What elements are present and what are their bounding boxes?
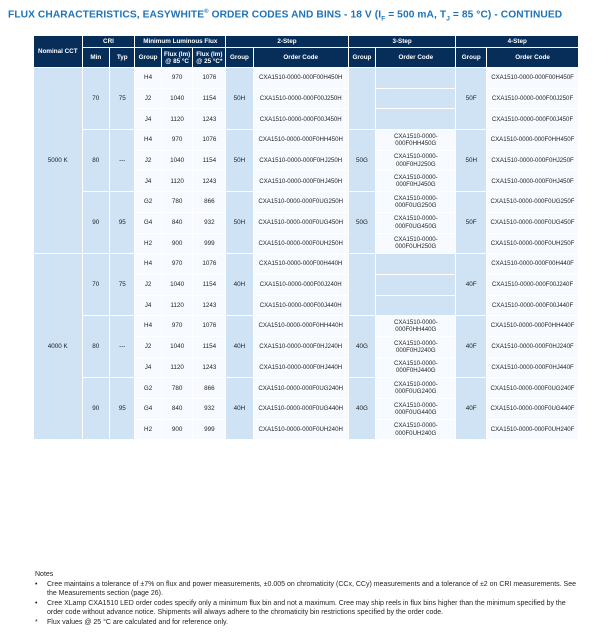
order-code-4step-cell: CXA1510-0000-000F00H450F: [487, 68, 579, 89]
header-cri-typ: Typ: [110, 48, 135, 68]
flux-25-cell: 999: [193, 419, 226, 440]
order-code-4step-cell: CXA1510-0000-000F00J240F: [487, 274, 579, 295]
group-2step-cell: 40H: [226, 254, 253, 316]
flux-85-cell: 1120: [161, 109, 193, 130]
flux-group-cell: H4: [135, 316, 161, 337]
cri-min-cell: 90: [82, 378, 109, 440]
flux-25-cell: 1243: [193, 171, 226, 192]
flux-25-cell: 1243: [193, 295, 226, 316]
order-code-3step-cell: [376, 295, 456, 316]
flux-25-cell: 1154: [193, 88, 226, 109]
order-code-3step-cell: [376, 68, 456, 89]
flux-25-cell: 866: [193, 192, 226, 213]
order-code-4step-cell: CXA1510-0000-000F00H440F: [487, 254, 579, 275]
flux-group-cell: J2: [135, 88, 161, 109]
order-code-3step-cell: CXA1510-0000-000F0UG450G: [376, 212, 456, 233]
order-code-4step-cell: CXA1510-0000-000F0HJ440F: [487, 357, 579, 378]
order-code-3step-cell: CXA1510-0000-000F0HJ240G: [376, 336, 456, 357]
order-code-3step-cell: CXA1510-0000-000F0UG250G: [376, 192, 456, 213]
order-code-4step-cell: CXA1510-0000-000F0HJ240F: [487, 336, 579, 357]
flux-25-cell: 1076: [193, 254, 226, 275]
flux-85-cell: 970: [161, 316, 193, 337]
order-code-2step-cell: CXA1510-0000-000F0HJ440H: [253, 357, 348, 378]
header-3step-group: Group: [348, 48, 375, 68]
flux-25-cell: 999: [193, 233, 226, 254]
group-2step-cell: 40H: [226, 316, 253, 378]
flux-85-cell: 1120: [161, 171, 193, 192]
group-4step-cell: 50H: [456, 130, 487, 192]
group-3step-cell: 50G: [348, 130, 375, 192]
cri-typ-cell: 95: [110, 378, 135, 440]
order-code-2step-cell: CXA1510-0000-000F0HH450H: [253, 130, 348, 151]
group-2step-cell: 50H: [226, 192, 253, 254]
flux-group-cell: J4: [135, 295, 161, 316]
flux-25-cell: 1243: [193, 357, 226, 378]
order-code-4step-cell: CXA1510-0000-000F0UG250F: [487, 192, 579, 213]
flux-group-cell: J4: [135, 171, 161, 192]
order-code-4step-cell: CXA1510-0000-000F0HJ250F: [487, 150, 579, 171]
group-3step-cell: 40G: [348, 378, 375, 440]
order-code-3step-cell: CXA1510-0000-000F0UG240G: [376, 378, 456, 399]
header-cri-min: Min: [82, 48, 109, 68]
order-code-3step-cell: CXA1510-0000-000F0HH450G: [376, 130, 456, 151]
flux-group-cell: J2: [135, 274, 161, 295]
order-code-4step-cell: CXA1510-0000-000F00J250F: [487, 88, 579, 109]
order-code-3step-cell: CXA1510-0000-000F0HJ450G: [376, 171, 456, 192]
group-4step-cell: 50F: [456, 192, 487, 254]
order-code-2step-cell: CXA1510-0000-000F0UH240H: [253, 419, 348, 440]
group-4step-cell: 50F: [456, 68, 487, 130]
flux-group-cell: H4: [135, 68, 161, 89]
group-3step-cell: 40G: [348, 316, 375, 378]
order-code-2step-cell: CXA1510-0000-000F0UG440H: [253, 399, 348, 420]
order-code-2step-cell: CXA1510-0000-000F00J450H: [253, 109, 348, 130]
header-nominal-cct: Nominal CCT: [34, 36, 83, 68]
flux-85-cell: 780: [161, 192, 193, 213]
note-item: [35, 599, 580, 618]
order-code-2step-cell: CXA1510-0000-000F0HH440H: [253, 316, 348, 337]
flux-85-cell: 780: [161, 378, 193, 399]
group-4step-cell: 40F: [456, 316, 487, 378]
flux-group-cell: J2: [135, 150, 161, 171]
order-code-2step-cell: CXA1510-0000-000F00H440H: [253, 254, 348, 275]
order-code-3step-cell: CXA1510-0000-000F0HJ250G: [376, 150, 456, 171]
note-item: [35, 580, 580, 599]
flux-group-cell: H4: [135, 130, 161, 151]
order-code-2step-cell: CXA1510-0000-000F00J240H: [253, 274, 348, 295]
flux-group-cell: G4: [135, 212, 161, 233]
header-cri: CRI: [82, 36, 135, 48]
order-code-3step-cell: [376, 88, 456, 109]
table-row: [34, 130, 579, 151]
order-code-3step-cell: CXA1510-0000-000F0HH440G: [376, 316, 456, 337]
order-code-3step-cell: CXA1510-0000-000F0UG440G: [376, 399, 456, 420]
flux-85-cell: 900: [161, 233, 193, 254]
group-2step-cell: 40H: [226, 378, 253, 440]
header-4-step: 4-Step: [456, 36, 579, 48]
cri-typ-cell: 75: [110, 254, 135, 316]
group-2step-cell: 50H: [226, 130, 253, 192]
order-code-2step-cell: CXA1510-0000-000F00H450H: [253, 68, 348, 89]
flux-85-cell: 1040: [161, 150, 193, 171]
group-4step-cell: 40F: [456, 254, 487, 316]
note-text: Flux values @ 25 °C are calculated and for reference only.: [47, 618, 228, 626]
order-code-4step-cell: CXA1510-0000-000F00J450F: [487, 109, 579, 130]
table-row: [34, 378, 579, 399]
page-title: FLUX CHARACTERISTICS, EASYWHITE® ORDER CODES AND BINS - 18 V ($I_F = 500$ mA, $T_J = 85$ °C) - CONTINUED: [8, 9, 563, 23]
group-2step-cell: 50H: [226, 68, 253, 130]
flux-85-cell: 970: [161, 254, 193, 275]
group-3step-cell: [348, 68, 375, 130]
table-row: [34, 192, 579, 213]
note-marker: •: [35, 599, 38, 607]
flux-85-cell: 1040: [161, 274, 193, 295]
cri-typ-cell: ---: [110, 130, 135, 192]
cri-min-cell: 70: [82, 68, 109, 130]
order-code-3step-cell: [376, 254, 456, 275]
flux-85-cell: 970: [161, 68, 193, 89]
flux-85-cell: 1120: [161, 357, 193, 378]
flux-table: [33, 35, 579, 440]
order-code-3step-cell: CXA1510-0000-000F0UH240G: [376, 419, 456, 440]
header-4step-group: Group: [456, 48, 487, 68]
notes-title: Notes: [35, 571, 54, 578]
flux-85-cell: 840: [161, 399, 193, 420]
flux-25-cell: 1154: [193, 150, 226, 171]
header-3-step: 3-Step: [348, 36, 456, 48]
order-code-3step-cell: CXA1510-0000-000F0UH250G: [376, 233, 456, 254]
cct-cell: 4000 K: [34, 254, 83, 440]
table-row: [34, 316, 579, 337]
order-code-2step-cell: CXA1510-0000-000F0HJ450H: [253, 171, 348, 192]
order-code-4step-cell: CXA1510-0000-000F0HH450F: [487, 130, 579, 151]
flux-group-cell: G2: [135, 192, 161, 213]
flux-25-cell: 1154: [193, 336, 226, 357]
order-code-4step-cell: CXA1510-0000-000F0HH440F: [487, 316, 579, 337]
cri-typ-cell: 75: [110, 68, 135, 130]
flux-85-cell: 900: [161, 419, 193, 440]
cct-cell: 5000 K: [34, 68, 83, 254]
order-code-3step-cell: [376, 274, 456, 295]
order-code-3step-cell: CXA1510-0000-000F0HJ440G: [376, 357, 456, 378]
flux-85-cell: 1040: [161, 336, 193, 357]
cri-typ-cell: ---: [110, 316, 135, 378]
order-code-2step-cell: CXA1510-0000-000F0HJ240H: [253, 336, 348, 357]
flux-group-cell: H4: [135, 254, 161, 275]
flux-25-cell: 1154: [193, 274, 226, 295]
order-code-2step-cell: CXA1510-0000-000F0UG450H: [253, 212, 348, 233]
note-marker: •: [35, 580, 38, 588]
flux-25-cell: 866: [193, 378, 226, 399]
flux-group-cell: J2: [135, 336, 161, 357]
flux-group-cell: G4: [135, 399, 161, 420]
flux-25-cell: 1076: [193, 130, 226, 151]
order-code-3step-cell: [376, 109, 456, 130]
header-flux-group: Group: [135, 48, 161, 68]
header-flux-25: Flux (lm) @ 25 °C*: [193, 48, 226, 68]
notes: [35, 570, 580, 628]
cri-typ-cell: 95: [110, 192, 135, 254]
flux-85-cell: 970: [161, 130, 193, 151]
cri-min-cell: 70: [82, 254, 109, 316]
table-row: [34, 254, 579, 275]
order-code-2step-cell: CXA1510-0000-000F00J250H: [253, 88, 348, 109]
flux-25-cell: 932: [193, 399, 226, 420]
header-2step-order-code: Order Code: [253, 48, 348, 68]
order-code-2step-cell: CXA1510-0000-000F0UH250H: [253, 233, 348, 254]
note-marker: *: [35, 618, 38, 626]
note-item: [35, 618, 580, 628]
header-2step-group: Group: [226, 48, 253, 68]
table-row: [34, 68, 579, 89]
header-4step-order-code: Order Code: [487, 48, 579, 68]
order-code-4step-cell: CXA1510-0000-000F0UH250F: [487, 233, 579, 254]
header-flux-85: Flux (lm) @ 85 °C: [161, 48, 193, 68]
cri-min-cell: 90: [82, 192, 109, 254]
flux-group-cell: H2: [135, 419, 161, 440]
flux-25-cell: 1076: [193, 68, 226, 89]
order-code-2step-cell: CXA1510-0000-000F0UG250H: [253, 192, 348, 213]
order-code-2step-cell: CXA1510-0000-000F0UG240H: [253, 378, 348, 399]
note-text: Cree maintains a tolerance of ±7% on flux and power measurements, ±0.005 on chromaticity (CCx, CCy) measurements and a tolerance of ±2 on CRI measurements. See the Measurements section (page 26).: [47, 580, 576, 598]
flux-group-cell: J4: [135, 109, 161, 130]
order-code-2step-cell: CXA1510-0000-000F0HJ250H: [253, 150, 348, 171]
note-text: Cree XLamp CXA1510 LED order codes specify only a minimum flux bin and not a maximum. Cree may ship reels in flux bins higher than the minimum specified by the order code without advance notice. Shipments will always adhere to the chromaticity bin restrictions specified by the order code.: [47, 599, 566, 617]
order-code-4step-cell: CXA1510-0000-000F0UH240F: [487, 419, 579, 440]
cri-min-cell: 80: [82, 130, 109, 192]
flux-25-cell: 1076: [193, 316, 226, 337]
order-code-4step-cell: CXA1510-0000-000F00J440F: [487, 295, 579, 316]
order-code-2step-cell: CXA1510-0000-000F00J440H: [253, 295, 348, 316]
cri-min-cell: 80: [82, 316, 109, 378]
order-code-4step-cell: CXA1510-0000-000F0UG240F: [487, 378, 579, 399]
header-min-flux: Minimum Luminous Flux: [135, 36, 226, 48]
order-code-4step-cell: CXA1510-0000-000F0UG450F: [487, 212, 579, 233]
flux-25-cell: 932: [193, 212, 226, 233]
group-3step-cell: [348, 254, 375, 316]
flux-85-cell: 1120: [161, 295, 193, 316]
order-code-4step-cell: CXA1510-0000-000F0HJ450F: [487, 171, 579, 192]
flux-85-cell: 840: [161, 212, 193, 233]
header-2-step: 2-Step: [226, 36, 349, 48]
flux-group-cell: J4: [135, 357, 161, 378]
flux-85-cell: 1040: [161, 88, 193, 109]
order-code-4step-cell: CXA1510-0000-000F0UG440F: [487, 399, 579, 420]
group-3step-cell: 50G: [348, 192, 375, 254]
flux-group-cell: G2: [135, 378, 161, 399]
header-3step-order-code: Order Code: [376, 48, 456, 68]
group-4step-cell: 40F: [456, 378, 487, 440]
flux-group-cell: H2: [135, 233, 161, 254]
flux-25-cell: 1243: [193, 109, 226, 130]
